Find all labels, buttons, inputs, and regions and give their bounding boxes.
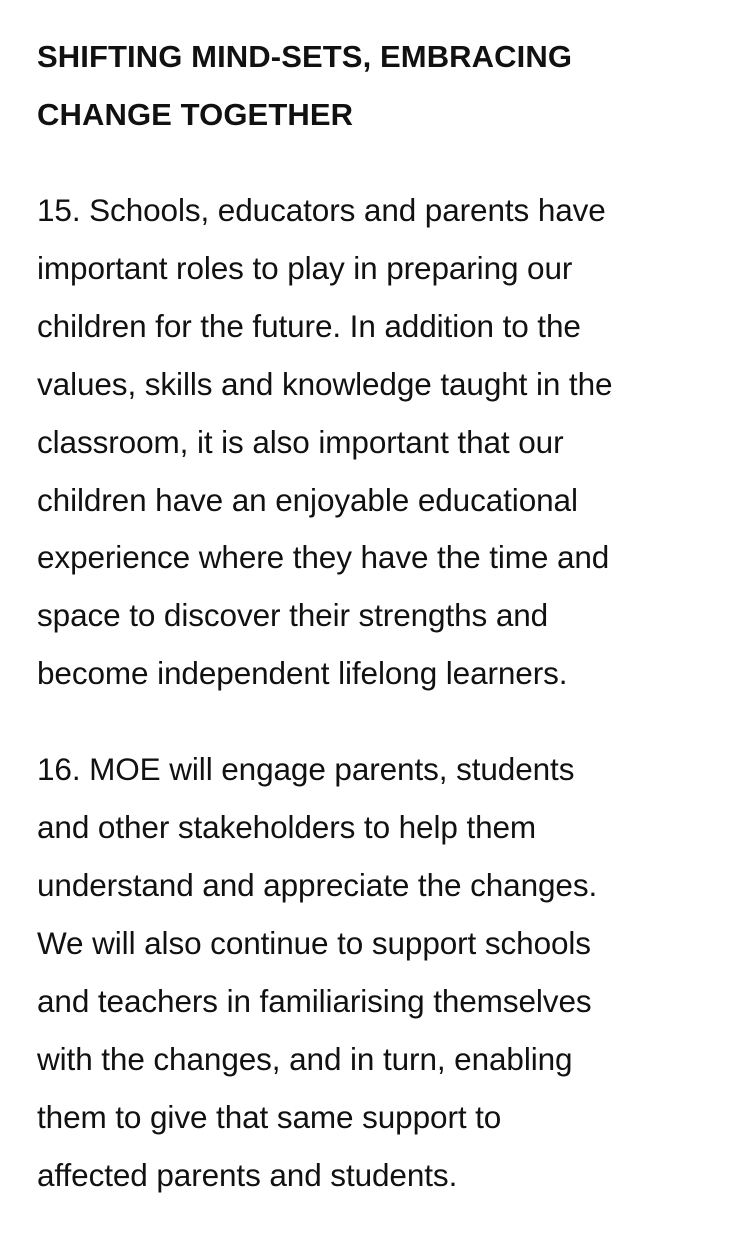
text-line: and teachers in familiarising themselves [37,982,592,1019]
text-line: classroom, it is also important that our [37,423,564,460]
text-line: important roles to play in preparing our [37,249,573,286]
text-line: children have an enjoyable educational [37,481,578,518]
text-line: them to give that same support to [37,1098,502,1135]
text-line: with the changes, and in turn, enabling [37,1040,573,1077]
text-line: become independent lifelong learners. [37,655,568,692]
text-line: space to discover their strengths and [37,597,549,634]
text-line: affected parents and students. [37,1156,458,1193]
text-line: We will also continue to support schools [37,924,591,961]
heading-line: CHANGE TOGETHER [37,97,354,132]
text-line: values, skills and knowledge taught in the [37,365,613,402]
text-line: understand and appreciate the changes. [37,866,598,903]
paragraph-16 [37,741,727,1204]
paragraph-15 [37,182,727,703]
heading-line: SHIFTING MIND-SETS, EMBRACING [37,39,573,74]
text-line: 16. MOE will engage parents, students [37,751,575,788]
text-line: 15. Schools, educators and parents have [37,192,606,228]
text-line: experience where they have the time and [37,539,610,576]
text-line: children for the future. In addition to the [37,307,581,344]
document-body [37,28,727,1204]
section-heading [37,28,727,144]
text-line: and other stakeholders to help them [37,809,537,846]
